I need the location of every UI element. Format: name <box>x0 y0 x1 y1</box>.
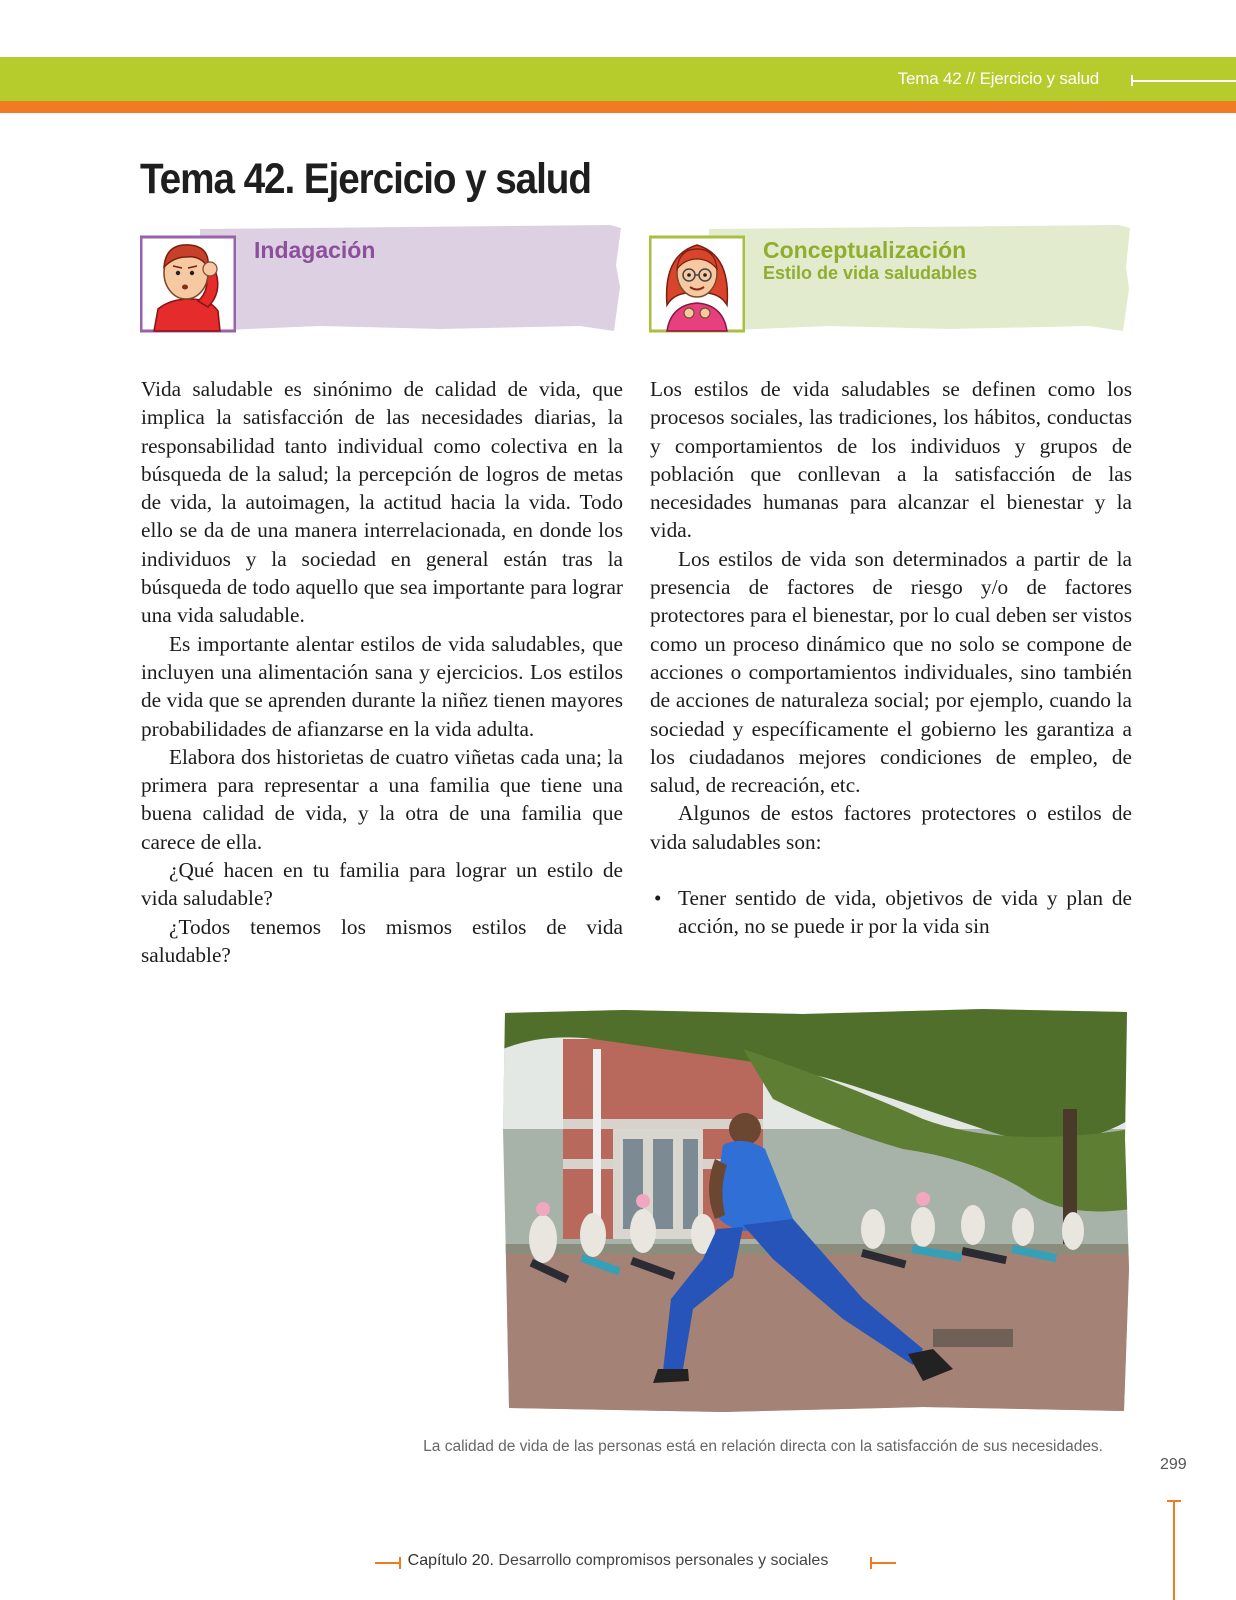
exercise-group-photo <box>503 1009 1131 1413</box>
right-column <box>650 375 1132 941</box>
running-head: Tema 42 // Ejercicio y salud <box>897 69 1099 88</box>
protective-factors-list <box>650 884 1132 941</box>
running-head-tick <box>1131 75 1133 86</box>
page-title: Tema 42. Ejercicio y salud <box>140 155 591 203</box>
page-number: 299 <box>1160 1456 1187 1473</box>
left-paragraph: Elabora dos historietas de cuatro viñetas cada una; la primera para representar a una familia que tiene una buena calidad de vida, y la otra de una familia que carece de ella. <box>141 744 623 854</box>
left-question: ¿Qué hacen en tu familia para lograr un estilo de vida saludable? <box>141 858 623 911</box>
left-paragraph: Es importante alentar estilos de vida saludables, que incluyen una alimentación sana y ejercicios. Los estilos de vida que se aprenden durante la niñez tienen mayores probabilidades de afianzarse en la vida adulta. <box>141 631 623 741</box>
indagacion-label: Indagación <box>254 237 376 263</box>
list-item <box>650 884 1132 941</box>
conceptualizacion-banner <box>649 225 1131 333</box>
conceptualizacion-sublabel: Estilo de vida saludables <box>763 263 978 283</box>
indagacion-banner <box>140 225 623 333</box>
list-item-text: Tener sentido de vida, objetivos de vida y plan de acción, no se puede ir por la vida sin <box>678 886 1132 939</box>
running-head-rule <box>1131 80 1236 82</box>
footer-chapter-number: Capítulo 20. <box>407 1552 494 1569</box>
page-number-rule <box>1173 1500 1175 1600</box>
footer <box>0 1552 1236 1570</box>
right-paragraph: Los estilos de vida son determinados a partir de la presencia de factores de riesgo y/o de factores protectores para el bienestar, por lo cual deben ser vistos como un proceso dinámico que no solo se compone de acciones o comportamientos individuales, sino también de acciones de naturaleza social; por ejemplo, cuando la sociedad y específicamente el gobierno les garantiza a los ciudadanos mejores condiciones de empleo, de salud, de recreación, etc. <box>650 546 1132 798</box>
footer-rule-right <box>870 1562 896 1564</box>
footer-chapter-title: Desarrollo compromisos personales y sociales <box>498 1552 829 1569</box>
left-column <box>141 375 623 969</box>
bullet-icon: • <box>654 886 662 911</box>
girl-teacher-icon <box>649 235 745 331</box>
header-band-orange <box>0 101 1236 113</box>
photo-caption: La calidad de vida de las personas está en relación directa con la satisfacción de sus necesidades. <box>423 1438 1103 1455</box>
boy-thinking-icon <box>140 235 236 331</box>
footer-tick-right <box>870 1557 872 1569</box>
left-question: ¿Todos tenemos los mismos estilos de vida saludable? <box>141 914 623 967</box>
left-paragraph: Vida saludable es sinónimo de calidad de vida, que implica la satisfacción de las necesidades diarias, la responsabilidad tanto individual como colectiva en la búsqueda de la salud; la percepción de logros de metas de vida, la autoimagen, la actitud hacia la vida. Todo ello se da de una manera interrelacionada, en donde los individuos y la sociedad en general están tras la búsqueda de todo aquello que sea importante para lograr una vida saludable. <box>141 377 623 628</box>
right-paragraph: Los estilos de vida saludables se definen como los procesos sociales, las tradiciones, los hábitos, conductas y comportamientos de los individuos y grupos de población que conllevan a la satisfacción de las necesidades humanas para alcanzar el bienestar y la vida. <box>650 377 1132 543</box>
right-paragraph: Algunos de estos factores protectores o estilos de vida saludables son: <box>650 801 1132 854</box>
conceptualizacion-label: Conceptualización <box>763 237 967 263</box>
